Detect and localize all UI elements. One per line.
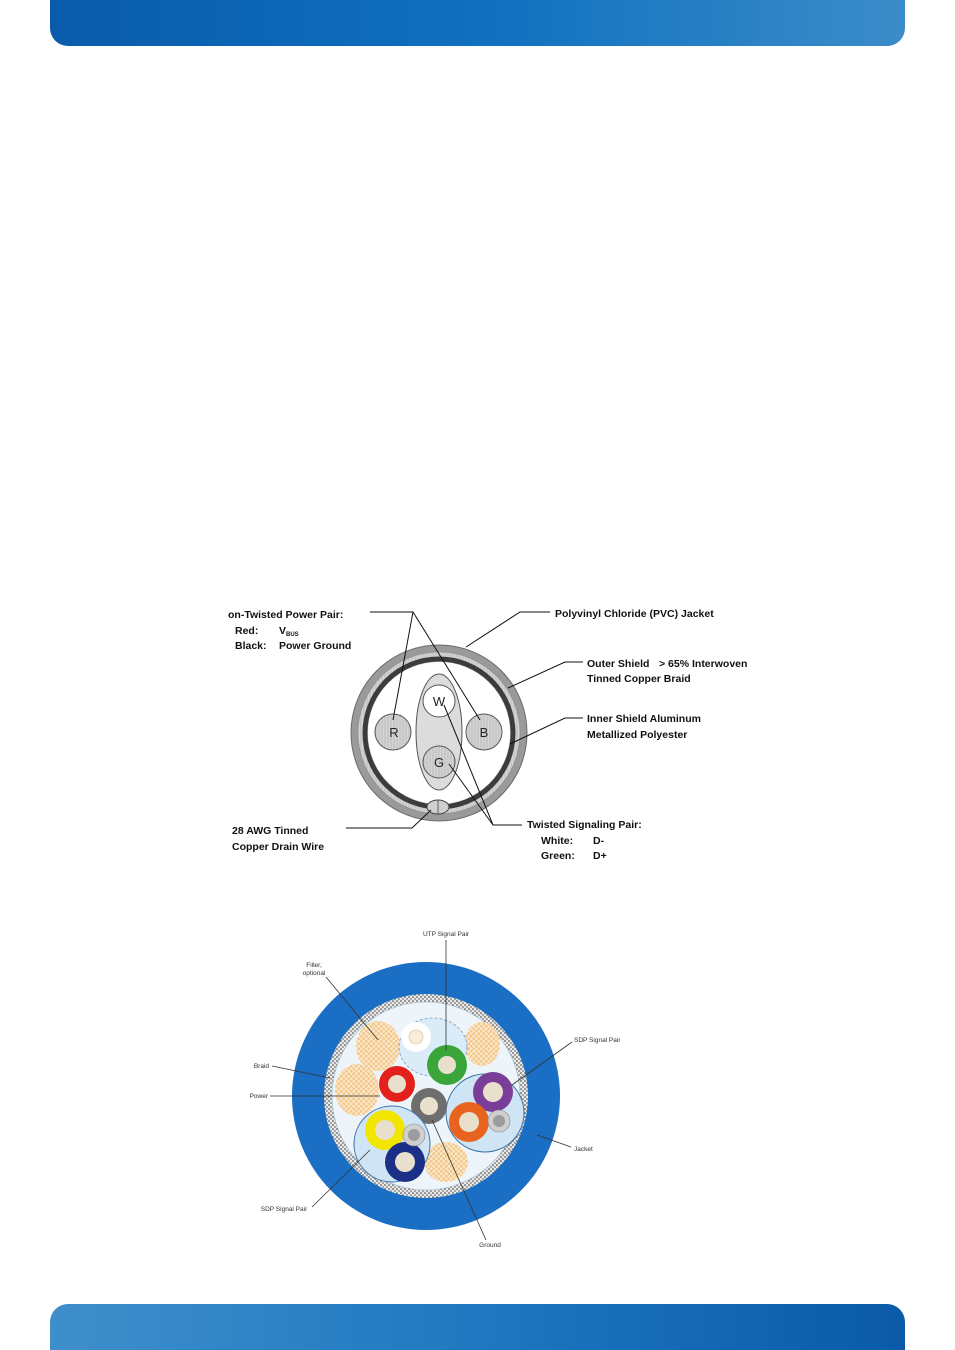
sdp-left-label: SDP Signal Pair <box>260 1206 308 1213</box>
filler-label-1: Filler, <box>306 962 322 969</box>
green-label: Green: <box>541 850 575 862</box>
leader-jacket <box>466 612 550 647</box>
sdp-right-label: SDP Signal Pair <box>574 1037 621 1044</box>
outer-shield-label-2: Tinned Copper Braid <box>587 673 691 685</box>
sdp-left-yellow-conductor <box>375 1120 395 1140</box>
vbus-subscript: BUS <box>286 632 299 638</box>
green-value: D+ <box>593 850 607 862</box>
sdp-right-orange-conductor <box>459 1112 479 1132</box>
filler-top-right <box>464 1022 500 1066</box>
wire-letter-g: G <box>433 755 445 770</box>
usb3-cable-cross-section <box>250 931 622 1249</box>
ground-grey-conductor <box>420 1097 438 1115</box>
sdp-right-drain-core <box>493 1115 505 1127</box>
ground-label: Ground <box>479 1242 501 1249</box>
wire-letter-r: R <box>389 725 399 740</box>
red-value <box>279 625 299 638</box>
sdp-left-navy-conductor <box>395 1152 415 1172</box>
leader-outer-shield <box>508 662 583 688</box>
filler-label-2: optional <box>302 970 326 977</box>
drain-label-2: Copper Drain Wire <box>232 841 325 853</box>
filler-left <box>335 1064 379 1116</box>
usb2-cable-cross-section <box>228 608 747 862</box>
inner-shield-label-1: Inner Shield Aluminum <box>587 713 701 725</box>
sdp-right-purple-conductor <box>483 1082 503 1102</box>
black-label: Black: <box>235 640 267 652</box>
braid-label: Braid <box>253 1063 269 1070</box>
jacket-label: Polyvinyl Chloride (PVC) Jacket <box>555 608 714 620</box>
drain-label-1: 28 AWG Tinned <box>232 825 309 837</box>
black-value: Power Ground <box>279 640 352 652</box>
utp-label: UTP Signal Pair <box>422 931 470 938</box>
red-label: Red: <box>235 625 259 637</box>
utp-white-conductor <box>409 1030 423 1044</box>
outer-shield-label-1 <box>587 658 747 670</box>
filler-bottom <box>424 1142 468 1182</box>
power-pair-title: on-Twisted Power Pair: <box>228 609 344 621</box>
outer-shield-label-1a: Outer Shield <box>587 658 650 670</box>
power-label: Power <box>249 1093 268 1100</box>
sdp-left-drain-core <box>408 1129 420 1141</box>
outer-shield-label-1b: > 65% Interwoven <box>659 658 748 670</box>
white-value: D- <box>593 835 605 847</box>
vbus-v: V <box>279 625 287 637</box>
filler-top-left <box>356 1021 400 1071</box>
jacket-label-2: Jacket <box>574 1146 593 1153</box>
white-label: White: <box>541 835 574 847</box>
utp-green-conductor <box>438 1056 456 1074</box>
wire-letter-b: B <box>479 725 489 740</box>
signal-pair-title: Twisted Signaling Pair: <box>527 819 642 831</box>
wire-letter-w: W <box>432 694 446 709</box>
inner-shield-label-2: Metallized Polyester <box>587 729 688 741</box>
power-red-conductor <box>388 1075 406 1093</box>
